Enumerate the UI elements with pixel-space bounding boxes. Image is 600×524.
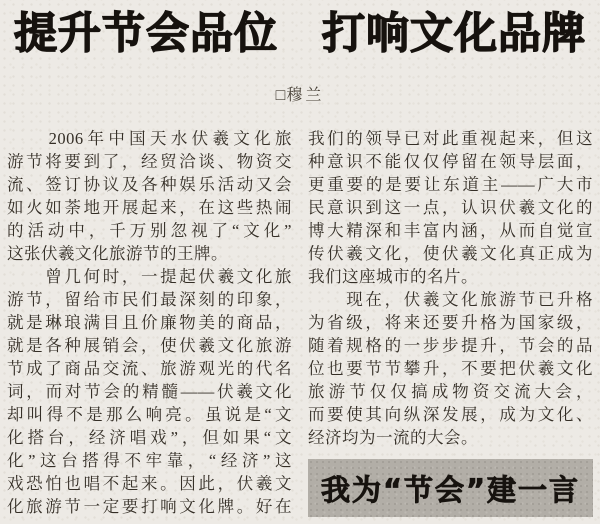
text-line: 而要使其向纵深发展，成为文化、 [308, 405, 593, 425]
byline-author: 穆兰 [286, 87, 325, 105]
text-line: 化旅游节一定要打响文化牌。好在 [7, 497, 292, 517]
text-line: 化搭台，经济唱戏”，但如果“文 [7, 428, 292, 448]
text-line: 位也要节节攀升，不要把伏羲文化 [308, 359, 593, 379]
banner-box [308, 459, 593, 517]
text-line: 却叫得不是那么响亮。虽说是“文 [7, 405, 292, 425]
byline-square-marker: □ [275, 87, 286, 105]
text-line: 节成了商品交流、旅游观光的代名 [7, 359, 292, 379]
text-line: 流、签订协议及各种娱乐活动又会 [7, 175, 292, 195]
text-line: 的活动中，千万别忽视了“文化” [7, 221, 292, 241]
left-column [7, 127, 292, 518]
banner-text: 我为“节会”建一言 [320, 472, 581, 507]
text-line: 随着规格的一步步提升，节会的品 [308, 336, 593, 356]
text-line: 更重要的是要让东道主——广大市 [308, 175, 593, 195]
text-line: 我们这座城市的名片。 [308, 267, 478, 287]
text-line: 游节，留给市民们最深刻的印象， [7, 290, 292, 310]
text-line: 2006年中国天水伏羲文化旅 [7, 129, 292, 149]
text-line: 博大精深和丰富内涵，从而自觉宣 [308, 221, 593, 241]
byline [0, 82, 600, 105]
text-line: 旅游节仅仅搞成物资交流大会， [308, 382, 593, 402]
text-line: 我们的领导已对此重视起来，但这 [308, 129, 593, 149]
text-line: 民意识到这一点，认识伏羲文化的 [308, 198, 593, 218]
article-title: 提升节会品位 打响文化品牌 [14, 9, 586, 59]
text-line: 曾几何时，一提起伏羲文化旅 [7, 267, 292, 287]
text-line: 现在，伏羲文化旅游节已升格 [308, 290, 593, 310]
text-line: 种意识不能仅仅停留在领导层面， [308, 152, 593, 172]
text-line: 就是各种展销会，使伏羲文化旅游 [7, 336, 292, 356]
text-line: 化”这台搭得不牢靠，“经济”这 [7, 451, 292, 471]
right-column [308, 127, 593, 518]
text-line: 戏恐怕也唱不起来。因此，伏羲文 [7, 474, 292, 494]
text-line: 就是琳琅满目且价廉物美的商品， [7, 313, 292, 333]
text-line: 词，而对节会的精髓——伏羲文化 [7, 382, 292, 402]
text-line: 传伏羲文化，使伏羲文化真正成为 [308, 244, 593, 264]
text-line: 如火如荼地开展起来，在这些热闹 [7, 198, 292, 218]
text-line: 这张伏羲文化旅游节的王牌。 [7, 244, 228, 264]
right-column-text [308, 127, 593, 449]
text-line: 游节将要到了，经贸洽谈、物资交 [7, 152, 292, 172]
text-line: 经济均为一流的大会。 [308, 428, 478, 448]
article-body [0, 127, 600, 518]
text-line: 为省级，将来还要升格为国家级， [308, 313, 593, 333]
